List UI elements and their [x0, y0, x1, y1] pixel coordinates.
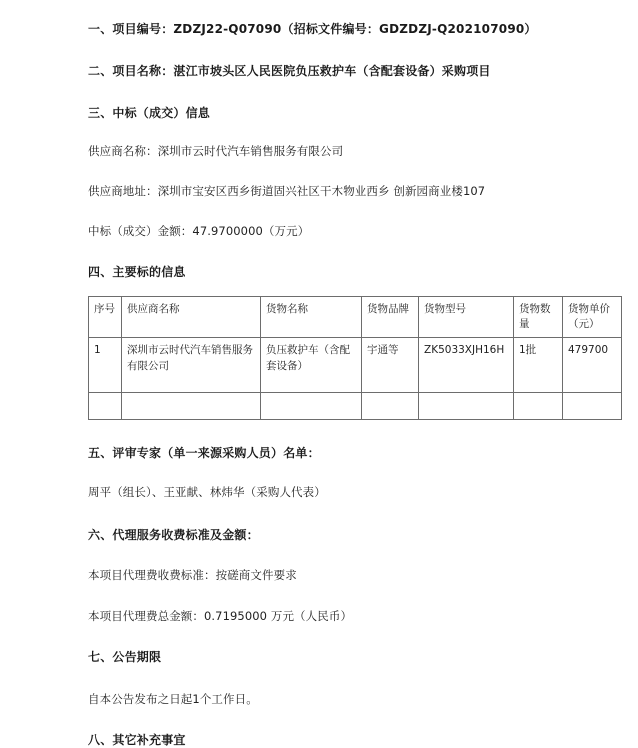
- section-other-supplement: 八、其它补充事宜: [88, 733, 186, 748]
- main-subject-table: [88, 296, 622, 420]
- table-row: [89, 338, 622, 393]
- cell-qty: [514, 393, 563, 420]
- section-review-experts: 五、评审专家（单一来源采购人员）名单：: [88, 446, 320, 461]
- cell-model: [419, 393, 514, 420]
- table-header-model: 货物型号: [419, 297, 514, 338]
- cell-brand: [362, 393, 419, 420]
- section-notice-period: 七、公告期限: [88, 650, 162, 665]
- agency-fee-total-text: 本项目代理费总金额：0.7195000 万元（人民币）: [88, 609, 353, 624]
- section-winning-info: 三、中标（成交）信息: [88, 106, 211, 120]
- table-header-qty: 货物数量: [514, 297, 563, 338]
- cell-price: [563, 393, 622, 420]
- cell-goods: 负压救护车（含配套设备）: [261, 338, 362, 393]
- table-header-brand: 货物品牌: [362, 297, 419, 338]
- experts-text: 周平（组长）、王亚献、林炜华（采购人代表）: [88, 485, 326, 500]
- cell-price: 479700: [563, 338, 622, 393]
- agency-fee-standard-text: 本项目代理费收费标准：按磋商文件要求: [88, 568, 297, 583]
- document-content: [88, 0, 610, 748]
- cell-goods: [261, 393, 362, 420]
- cell-seq: 1: [89, 338, 122, 393]
- table-header-goods: 货物名称: [261, 297, 362, 338]
- table-header-supplier: 供应商名称: [122, 297, 261, 338]
- section-main-subject-info: 四、主要标的信息: [88, 265, 186, 279]
- cell-model: ZK5033XJH16H: [419, 338, 514, 393]
- cell-brand: 宇通等: [362, 338, 419, 393]
- supplier-name-text: 供应商名称：深圳市云时代汽车销售服务有限公司: [88, 144, 344, 158]
- cell-qty: 1批: [514, 338, 563, 393]
- notice-period-text: 自本公告发布之日起1个工作日。: [88, 692, 258, 707]
- table-header-price: 货物单价（元）: [563, 297, 622, 338]
- section-agency-fee: 六、代理服务收费标准及金额：: [88, 528, 259, 543]
- cell-supplier: 深圳市云时代汽车销售服务有限公司: [122, 338, 261, 393]
- table-row: [89, 393, 622, 420]
- cell-supplier: [122, 393, 261, 420]
- bid-amount-text: 中标（成交）金额：47.9700000（万元）: [88, 224, 310, 238]
- table-header-row: [89, 297, 622, 338]
- table-header-seq: 序号: [89, 297, 122, 338]
- section-project-name: 二、项目名称：湛江市坡头区人民医院负压救护车（含配套设备）采购项目: [88, 64, 491, 78]
- cell-seq: [89, 393, 122, 420]
- supplier-address-text: 供应商地址：深圳市宝安区西乡街道固兴社区干木物业西乡 创新园商业楼107: [88, 184, 486, 198]
- section-project-number: 一、项目编号：ZDZJ22-Q07090（招标文件编号：GDZDZJ-Q202107090）: [88, 22, 537, 36]
